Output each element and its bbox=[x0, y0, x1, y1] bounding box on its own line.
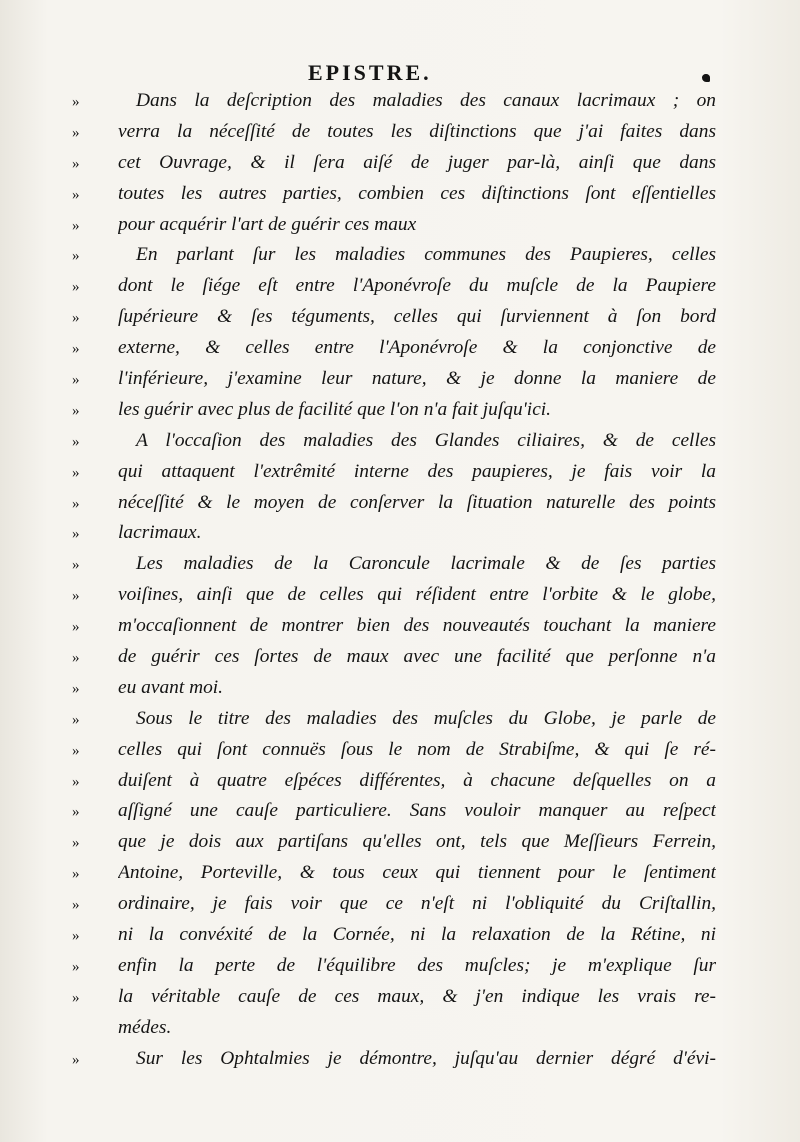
quote-mark: » bbox=[72, 495, 80, 512]
quote-mark: » bbox=[72, 680, 80, 697]
quote-mark: » bbox=[72, 804, 80, 821]
quote-mark: » bbox=[72, 433, 80, 450]
quote-mark: » bbox=[72, 928, 80, 945]
text-line bbox=[66, 677, 716, 708]
line-text: verra la néceſſité de toutes les diſtinctions que j'ai faites dans bbox=[118, 120, 716, 142]
line-text: ſupérieure & ſes téguments, celles qui ſurviennent à ſon bord bbox=[118, 306, 716, 328]
text-line bbox=[66, 244, 716, 275]
quote-mark: » bbox=[72, 464, 80, 481]
quote-mark: » bbox=[72, 619, 80, 636]
quote-mark: » bbox=[72, 186, 80, 203]
line-text: les guérir avec plus de facilité que l'on n'a fait juſqu'ici. bbox=[118, 398, 552, 420]
text-line bbox=[66, 1048, 716, 1079]
line-text: de guérir ces ſortes de maux avec une facilité que perſonne n'a bbox=[118, 646, 716, 668]
quote-mark: » bbox=[72, 650, 80, 667]
text-line bbox=[66, 121, 716, 152]
line-text: m'occaſionnent de montrer bien des nouveautés touchant la maniere bbox=[118, 615, 716, 637]
line-text: Antoine, Porteville, & tous ceux qui tiennent pour le ſentiment bbox=[118, 862, 716, 884]
text-line bbox=[66, 739, 716, 770]
line-text: la véritable cauſe de ces maux, & j'en indique les vrais re- bbox=[118, 985, 716, 1007]
text-line bbox=[66, 862, 716, 893]
text-line bbox=[66, 430, 716, 461]
line-text: toutes les autres parties, combien ces diſtinctions ſont eſſentielles bbox=[118, 182, 716, 204]
line-text: pour acquérir l'art de guérir ces maux bbox=[118, 213, 417, 235]
quote-mark: » bbox=[72, 94, 80, 110]
line-text: eu avant moi. bbox=[118, 676, 224, 698]
text-line bbox=[66, 522, 716, 553]
text-line bbox=[66, 1017, 716, 1048]
quote-mark: » bbox=[72, 155, 80, 172]
quote-mark: » bbox=[72, 372, 80, 389]
line-text: lacrimaux. bbox=[118, 522, 202, 544]
text-line bbox=[66, 770, 716, 801]
text-line bbox=[66, 708, 716, 739]
quote-mark: » bbox=[72, 124, 80, 141]
text-line bbox=[66, 90, 716, 121]
text-line bbox=[66, 955, 716, 986]
line-text: médes. bbox=[118, 1016, 172, 1038]
line-text: Les maladies de la Caroncule lacrimale & de ſes parties bbox=[136, 553, 716, 575]
quote-mark: » bbox=[72, 711, 80, 728]
line-text: duiſent à quatre eſpéces différentes, à chacune deſquelles on a bbox=[118, 769, 716, 791]
text-line bbox=[66, 584, 716, 615]
line-text: ni la convéxité de la Cornée, ni la relaxation de la Rétine, ni bbox=[118, 924, 716, 946]
line-text: aſſigné une cauſe particuliere. Sans vouloir manquer au reſpect bbox=[118, 800, 716, 822]
line-text: dont le ſiége eſt entre l'Aponévroſe du muſcle de la Paupiere bbox=[118, 275, 716, 297]
ink-blot-ornament-icon bbox=[702, 74, 710, 82]
line-text: En parlant ſur les maladies communes des Paupieres, celles bbox=[136, 244, 716, 266]
quote-mark: » bbox=[72, 897, 80, 914]
text-line bbox=[66, 214, 716, 245]
text-line bbox=[66, 152, 716, 183]
quote-mark: » bbox=[72, 310, 80, 327]
line-text: Sous le titre des maladies des muſcles du Globe, je parle de bbox=[136, 707, 716, 729]
quote-mark: » bbox=[72, 341, 80, 358]
line-text: qui attaquent l'extrêmité interne des paupieres, je fais voir la bbox=[118, 460, 716, 482]
quote-mark: » bbox=[72, 742, 80, 759]
quote-mark: » bbox=[72, 773, 80, 790]
line-text: l'inférieure, j'examine leur nature, & je donne la maniere de bbox=[118, 368, 716, 390]
page-header bbox=[0, 60, 800, 90]
line-text: ordinaire, je fais voir que ce n'eſt ni l'obliquité du Criſtallin, bbox=[118, 893, 716, 915]
line-text: enfin la perte de l'équilibre des muſcles; je m'explique ſur bbox=[118, 954, 716, 976]
text-line bbox=[66, 492, 716, 523]
quote-mark: » bbox=[72, 248, 80, 265]
quote-mark: » bbox=[72, 217, 80, 234]
line-text: A l'occaſion des maladies des Glandes ciliaires, & de celles bbox=[136, 429, 716, 451]
quote-mark: » bbox=[72, 402, 80, 419]
quote-mark: » bbox=[72, 835, 80, 852]
line-text: que je dois aux partiſans qu'elles ont, tels que Meſſieurs Ferrein, bbox=[118, 831, 716, 853]
quote-mark: » bbox=[72, 526, 80, 543]
quote-mark: » bbox=[72, 279, 80, 296]
line-text: néceſſité & le moyen de conſerver la ſituation naturelle des points bbox=[118, 491, 716, 513]
text-line bbox=[66, 986, 716, 1017]
quote-mark: » bbox=[72, 588, 80, 605]
text-line bbox=[66, 368, 716, 399]
text-line bbox=[66, 553, 716, 584]
text-line bbox=[66, 893, 716, 924]
text-line bbox=[66, 615, 716, 646]
body-text bbox=[66, 90, 716, 1079]
text-line bbox=[66, 275, 716, 306]
text-line bbox=[66, 831, 716, 862]
text-line bbox=[66, 306, 716, 337]
line-text: externe, & celles entre l'Aponévroſe & la conjonctive de bbox=[118, 337, 716, 359]
line-text: Sur les Ophtalmies je démontre, juſqu'au dernier dégré d'évi- bbox=[136, 1047, 716, 1069]
quote-mark: » bbox=[72, 866, 80, 883]
line-text: voiſines, ainſi que de celles qui réſident entre l'orbite & le globe, bbox=[118, 584, 716, 606]
line-text: cet Ouvrage, & il ſera aiſé de juger par-là, ainſi que dans bbox=[118, 151, 716, 173]
line-text: celles qui ſont connuës ſous le nom de Strabiſme, & qui ſe ré- bbox=[118, 738, 716, 760]
line-text: Dans la deſcription des maladies des canaux lacrimaux ; on bbox=[136, 90, 716, 111]
quote-mark: » bbox=[72, 958, 80, 975]
text-line bbox=[66, 337, 716, 368]
quote-mark: » bbox=[72, 989, 80, 1006]
quote-mark: » bbox=[72, 1051, 80, 1068]
text-line bbox=[66, 646, 716, 677]
text-line bbox=[66, 461, 716, 492]
text-line bbox=[66, 800, 716, 831]
running-head: EPISTRE. bbox=[308, 60, 432, 85]
quote-mark: » bbox=[72, 557, 80, 574]
text-line bbox=[66, 183, 716, 214]
text-line bbox=[66, 399, 716, 430]
text-line bbox=[66, 924, 716, 955]
